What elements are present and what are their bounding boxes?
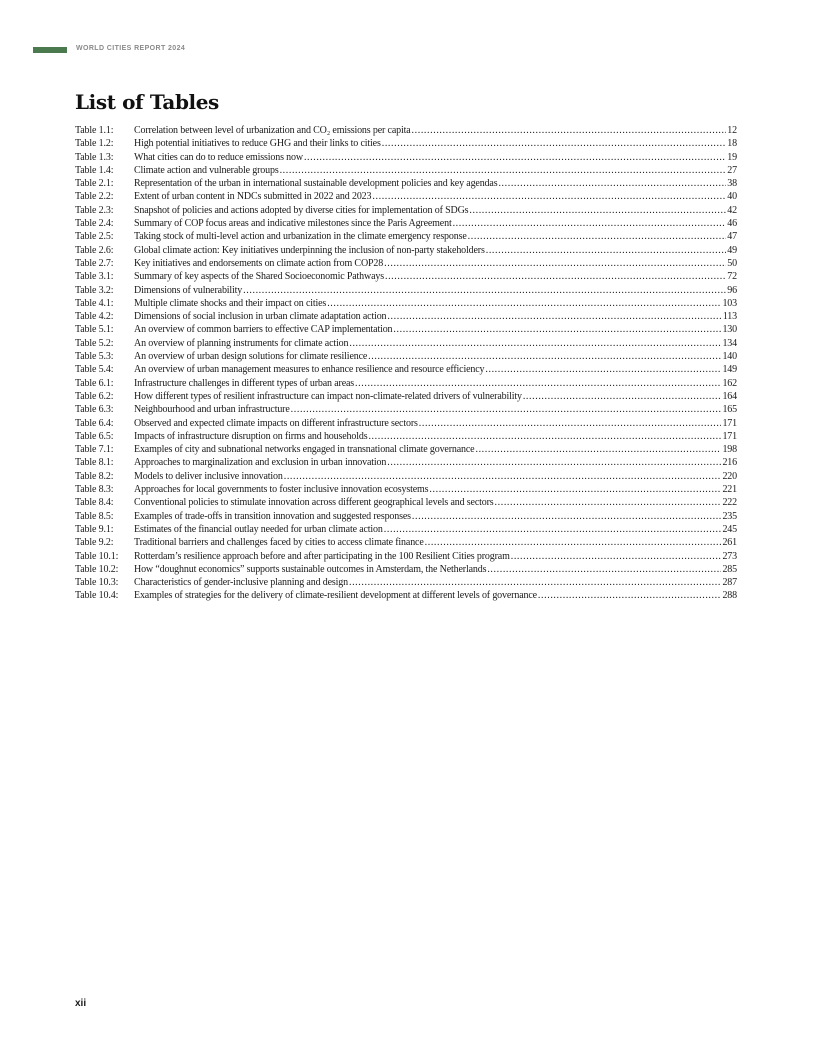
dot-leader: [468, 230, 727, 243]
table-number: Table 1.1:: [75, 125, 114, 136]
table-title[interactable]: An overview of urban management measures to enhance resilience and resource efficiency: [134, 364, 485, 376]
table-number: Table 10.2:: [75, 563, 119, 575]
table-number: Table 2.6:: [75, 244, 114, 256]
table-title[interactable]: An overview of planning instruments for climate action: [134, 337, 349, 349]
table-page-number: 50: [727, 257, 737, 269]
table-number: Table 5.4:: [75, 364, 114, 376]
table-number: Table 8.3:: [75, 484, 114, 496]
dot-leader: [349, 576, 721, 589]
toc-entry[interactable]: [75, 576, 737, 589]
table-number: Table 9.2:: [75, 537, 114, 549]
dot-leader: [372, 190, 726, 203]
table-number: Table 8.5:: [75, 510, 114, 522]
table-number: Table 4.1:: [75, 297, 114, 309]
table-number: Table 8.4:: [75, 497, 114, 509]
table-number: Table 2.4:: [75, 218, 114, 230]
table-title[interactable]: Correlation between level of urbanization and CO₂ emissions per capita: [134, 125, 411, 136]
table-title[interactable]: What cities can do to reduce emissions now: [134, 151, 303, 163]
dot-leader: [385, 270, 726, 283]
toc-entry[interactable]: [75, 589, 737, 602]
dot-leader: [393, 323, 721, 336]
dot-leader: [425, 536, 722, 549]
table-page-number: 261: [722, 537, 737, 549]
table-title[interactable]: Estimates of the financial outlay needed for urban climate action: [134, 523, 383, 535]
table-page-number: 42: [727, 204, 737, 216]
table-title[interactable]: High potential initiatives to reduce GHG and their links to cities: [134, 138, 381, 150]
table-number: Table 6.2:: [75, 390, 114, 402]
table-title[interactable]: An overview of urban design solutions for climate resilience: [134, 351, 368, 363]
table-page-number: 288: [722, 590, 737, 602]
toc-entry[interactable]: [75, 270, 737, 283]
dot-leader: [280, 164, 727, 177]
dot-leader: [304, 151, 726, 164]
running-header: WORLD CITIES REPORT 2024: [76, 45, 186, 52]
table-page-number: 130: [722, 324, 737, 336]
table-title[interactable]: Examples of trade-offs in transition innovation and suggested responses: [134, 510, 411, 522]
dot-leader: [523, 390, 722, 403]
toc-entry[interactable]: [75, 151, 737, 164]
table-title[interactable]: Characteristics of gender-inclusive planning and design: [134, 577, 348, 589]
table-number: Table 2.2:: [75, 191, 114, 203]
toc-entry[interactable]: [75, 523, 737, 536]
toc-entry[interactable]: [75, 124, 737, 137]
dot-leader: [487, 563, 721, 576]
dot-leader: [469, 204, 726, 217]
table-page-number: 164: [722, 390, 737, 402]
toc-entry[interactable]: [75, 297, 737, 310]
dot-leader: [485, 363, 721, 376]
table-page-number: 27: [727, 164, 737, 176]
table-number: Table 10.3:: [75, 577, 119, 589]
table-title[interactable]: Approaches for local governments to foster inclusive innovation ecosystems: [134, 484, 429, 496]
table-page-number: 149: [722, 364, 737, 376]
table-page-number: 162: [722, 377, 737, 389]
table-title[interactable]: Dimensions of vulnerability: [134, 284, 243, 296]
table-number: Table 2.1:: [75, 178, 114, 190]
table-page-number: 171: [722, 430, 737, 442]
table-title[interactable]: Global climate action: Key initiatives underpinning the inclusion of non-party stakeholders: [134, 244, 485, 256]
dot-leader: [349, 337, 721, 350]
table-number: Table 9.1:: [75, 523, 114, 535]
table-title[interactable]: Approaches to marginalization and exclusion in urban innovation: [134, 457, 387, 469]
table-page-number: 140: [722, 351, 737, 363]
table-page-number: 38: [727, 178, 737, 190]
table-number: Table 6.3:: [75, 404, 114, 416]
table-page-number: 221: [722, 484, 737, 496]
table-page-number: 103: [722, 297, 737, 309]
table-page-number: 165: [722, 404, 737, 416]
table-title[interactable]: Rotterdam’s resilience approach before and after participating in the 100 Resilient Cities program: [134, 550, 510, 562]
table-title[interactable]: Conventional policies to stimulate innovation across different geographical levels and sectors: [134, 497, 494, 509]
dot-leader: [327, 297, 721, 310]
dot-leader: [538, 589, 722, 602]
dot-leader: [368, 430, 721, 443]
table-title[interactable]: Models to deliver inclusive innovation: [134, 470, 283, 482]
table-page-number: 72: [727, 271, 737, 283]
table-page-number: 220: [722, 470, 737, 482]
dot-leader: [475, 443, 721, 456]
toc-entry[interactable]: [75, 204, 737, 217]
dot-leader: [387, 310, 721, 323]
table-number: Table 10.1:: [75, 550, 119, 562]
table-title[interactable]: How different types of resilient infrastructure can impact non-climate-related drivers of vulnerability: [134, 390, 522, 402]
table-page-number: 216: [722, 457, 737, 469]
toc-entry[interactable]: [75, 257, 737, 270]
table-number: Table 1.3:: [75, 151, 114, 163]
table-page-number: 198: [722, 444, 737, 456]
table-page-number: 245: [722, 523, 737, 535]
table-number: Table 1.2:: [75, 138, 114, 150]
table-number: Table 5.1:: [75, 324, 114, 336]
dot-leader: [412, 510, 722, 523]
table-page-number: 134: [722, 337, 737, 349]
header-accent-bar: [33, 47, 67, 53]
table-title[interactable]: Extent of urban content in NDCs submitted in 2022 and 2023: [134, 191, 372, 203]
table-title[interactable]: Neighbourhood and urban infrastructure: [134, 404, 290, 416]
table-page-number: 19: [727, 151, 737, 163]
dot-leader: [495, 496, 722, 509]
dot-leader: [387, 456, 721, 469]
table-title[interactable]: Impacts of infrastructure disruption on firms and households: [134, 430, 368, 442]
dot-leader: [429, 483, 721, 496]
table-title[interactable]: Representation of the urban in international sustainable development policies and key agendas: [134, 178, 498, 190]
toc-entry[interactable]: [75, 310, 737, 323]
toc-entry[interactable]: [75, 284, 737, 297]
toc-entry[interactable]: [75, 164, 737, 177]
toc-entry[interactable]: [75, 363, 737, 376]
table-title[interactable]: Taking stock of multi-level action and urbanization in the climate emergency response: [134, 231, 467, 243]
toc-entry[interactable]: [75, 190, 737, 203]
toc-entry[interactable]: [75, 550, 737, 563]
dot-leader: [368, 350, 721, 363]
dot-leader: [486, 244, 727, 257]
toc-entry[interactable]: [75, 430, 737, 443]
table-number: Table 8.1:: [75, 457, 114, 469]
dot-leader: [384, 257, 726, 270]
page-number: xii: [75, 998, 87, 1009]
table-page-number: 285: [722, 563, 737, 575]
toc-entry[interactable]: [75, 337, 737, 350]
toc-entry[interactable]: [75, 403, 737, 416]
table-number: Table 7.1:: [75, 444, 114, 456]
table-title[interactable]: Summary of COP focus areas and indicative milestones since the Paris Agreement: [134, 218, 452, 230]
table-page-number: 113: [722, 311, 737, 323]
table-number: Table 1.4:: [75, 164, 114, 176]
table-page-number: 46: [727, 218, 737, 230]
table-number: Table 2.5:: [75, 231, 114, 243]
toc-entry[interactable]: [75, 483, 737, 496]
toc-entry[interactable]: [75, 350, 737, 363]
table-page-number: 222: [722, 497, 737, 509]
toc-entry[interactable]: [75, 563, 737, 576]
table-page-number: 49: [727, 244, 737, 256]
table-page-number: 96: [727, 284, 737, 296]
table-title[interactable]: Climate action and vulnerable groups: [134, 164, 279, 176]
table-title[interactable]: Multiple climate shocks and their impact on cities: [134, 297, 327, 309]
toc-entry[interactable]: [75, 217, 737, 230]
table-page-number: 12: [727, 125, 737, 136]
table-number: Table 6.1:: [75, 377, 114, 389]
toc-entry[interactable]: [75, 377, 737, 390]
dot-leader: [382, 137, 727, 150]
table-page-number: 18: [727, 138, 737, 150]
toc-entry[interactable]: [75, 470, 737, 483]
table-number: Table 3.1:: [75, 271, 114, 283]
table-page-number: 287: [722, 577, 737, 589]
table-title[interactable]: Infrastructure challenges in different types of urban areas: [134, 377, 355, 389]
table-number: Table 10.4:: [75, 590, 119, 602]
list-of-tables: [75, 124, 737, 603]
toc-entry[interactable]: [75, 390, 737, 403]
table-number: Table 5.3:: [75, 351, 114, 363]
dot-leader: [511, 550, 722, 563]
table-page-number: 47: [727, 231, 737, 243]
toc-entry[interactable]: [75, 244, 737, 257]
table-title[interactable]: Examples of city and subnational networks engaged in transnational climate governance: [134, 444, 475, 456]
table-title[interactable]: Dimensions of social inclusion in urban climate adaptation action: [134, 311, 387, 323]
table-page-number: 235: [722, 510, 737, 522]
toc-entry[interactable]: [75, 443, 737, 456]
dot-leader: [453, 217, 727, 230]
table-number: Table 6.4:: [75, 417, 114, 429]
dot-leader: [243, 284, 726, 297]
toc-entry[interactable]: [75, 323, 737, 336]
table-page-number: 171: [722, 417, 737, 429]
table-number: Table 2.7:: [75, 257, 114, 269]
dot-leader: [412, 124, 727, 137]
table-number: Table 8.2:: [75, 470, 114, 482]
table-title[interactable]: Examples of strategies for the delivery of climate-resilient development at different levels of governance: [134, 590, 537, 602]
table-title[interactable]: Summary of key aspects of the Shared Socioeconomic Pathways: [134, 271, 384, 283]
table-number: Table 4.2:: [75, 311, 114, 323]
toc-entry[interactable]: [75, 230, 737, 243]
table-number: Table 5.2:: [75, 337, 114, 349]
dot-leader: [355, 377, 721, 390]
toc-entry[interactable]: [75, 417, 737, 430]
table-title[interactable]: Observed and expected climate impacts on different infrastructure sectors: [134, 417, 418, 429]
dot-leader: [284, 470, 722, 483]
toc-entry[interactable]: [75, 456, 737, 469]
table-number: Table 3.2:: [75, 284, 114, 296]
table-page-number: 40: [727, 191, 737, 203]
table-title[interactable]: An overview of common barriers to effective CAP implementation: [134, 324, 393, 336]
table-title[interactable]: Key initiatives and endorsements on climate action from COP28: [134, 257, 384, 269]
toc-entry[interactable]: [75, 510, 737, 523]
dot-leader: [419, 417, 722, 430]
dot-leader: [291, 403, 722, 416]
table-title[interactable]: Traditional barriers and challenges faced by cities to access climate finance: [134, 537, 424, 549]
toc-entry[interactable]: [75, 137, 737, 150]
table-page-number: 273: [722, 550, 737, 562]
dot-leader: [498, 177, 726, 190]
table-title[interactable]: How “doughnut economics” supports sustainable outcomes in Amsterdam, the Netherlands: [134, 563, 487, 575]
page-title: List of Tables: [75, 90, 219, 114]
dot-leader: [384, 523, 722, 536]
table-number: Table 6.5:: [75, 430, 114, 442]
toc-entry[interactable]: [75, 177, 737, 190]
toc-entry[interactable]: [75, 536, 737, 549]
table-number: Table 2.3:: [75, 204, 114, 216]
toc-entry[interactable]: [75, 496, 737, 509]
table-title[interactable]: Snapshot of policies and actions adopted by diverse cities for implementation of SDGs: [134, 204, 469, 216]
